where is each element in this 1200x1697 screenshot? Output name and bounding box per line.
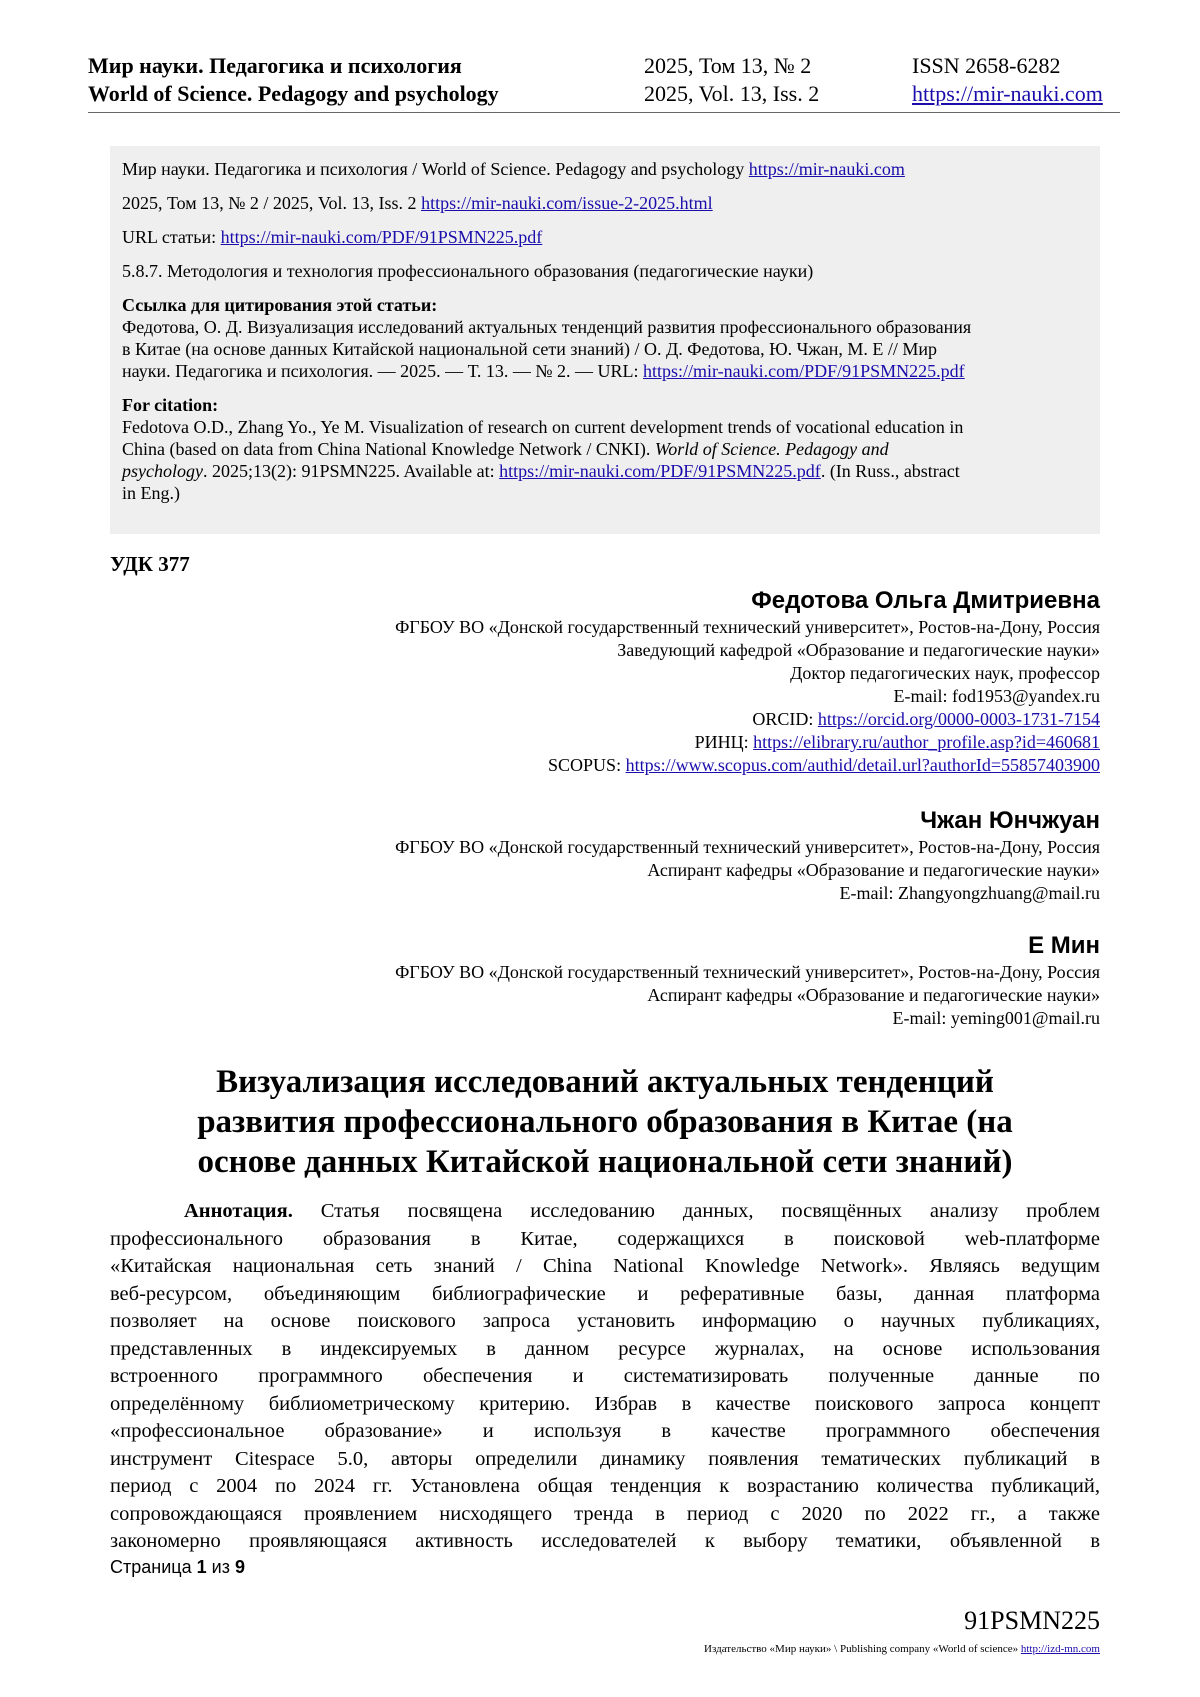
author-name: Е Мин xyxy=(1028,932,1100,959)
author-position: Аспирант кафедры «Образование и педагогические науки» xyxy=(647,985,1100,1005)
abstract-line: «Китайская национальная сеть знаний / China National Knowledge Network». Являясь ведущим xyxy=(110,1255,1100,1277)
cite-ru-link[interactable]: https://mir-nauki.com/PDF/91PSMN225.pdf xyxy=(643,361,965,381)
cite-ru-line-1: Федотова, О. Д. Визуализация исследований актуальных тенденций развития профессионального образования xyxy=(122,317,972,337)
page-of-word: из xyxy=(211,1557,230,1577)
rinc-label: РИНЦ: xyxy=(694,732,749,752)
journal-name-ru: Мир науки. Педагогика и психология xyxy=(88,53,462,78)
cite-en-label: For citation: xyxy=(122,395,219,415)
cite-en-journal-italic-2: psychology xyxy=(122,461,203,481)
author-email: E-mail: yeming001@mail.ru xyxy=(892,1008,1100,1028)
info-journal-text: Мир науки. Педагогика и психология / World of Science. Pedagogy and psychology xyxy=(122,159,745,179)
author-email: E-mail: fod1953@yandex.ru xyxy=(893,686,1100,706)
abstract-text: Статья посвящена исследованию данных, посвящённых анализу проблем xyxy=(320,1200,1100,1222)
abstract-line: представленных в индексируемых в данном ресурсе журналах, на основе использования xyxy=(110,1337,1100,1360)
site-link[interactable]: https://mir-nauki.com xyxy=(912,81,1103,106)
author-name: Чжан Юнчжуан xyxy=(920,807,1100,834)
title-line-2: развития профессионального образования в Китае (на xyxy=(197,1104,1013,1140)
abstract-label: Аннотация. xyxy=(184,1200,293,1222)
cite-en-journal-italic: World of Science. Pedagogy and xyxy=(654,439,889,459)
info-url-line xyxy=(122,225,1082,249)
abstract xyxy=(110,1198,1100,1556)
orcid-link[interactable]: https://orcid.org/0000-0003-1731-7154 xyxy=(817,709,1100,729)
info-url-link[interactable]: https://mir-nauki.com/PDF/91PSMN225.pdf xyxy=(220,227,543,247)
abstract-line: период с 2004 по 2024 гг. Установлена общая тенденция к возрастанию количества публикаций, xyxy=(110,1475,1100,1497)
scopus-label: SCOPUS: xyxy=(548,755,622,775)
info-issue-line xyxy=(122,191,1082,215)
author-affiliation: ФГБОУ ВО «Донской государственный технический университет», Ростов-на-Дону, Россия xyxy=(395,962,1100,982)
journal-header xyxy=(88,50,1120,113)
citation-info-box xyxy=(110,146,1100,534)
abstract-line: сопровождающаяся проявлением нисходящего тренда в период с 2020 по 2022 гг., а также xyxy=(110,1502,1100,1525)
author-block-3 xyxy=(395,931,1100,1030)
page-number xyxy=(110,1557,245,1578)
cite-en-text-3c: . (In Russ., abstract xyxy=(820,461,960,481)
publisher-text: Издательство «Мир науки» \ Publishing company «World of science» xyxy=(704,1643,1019,1655)
author-email: E-mail: Zhangyongzhuang@mail.ru xyxy=(839,883,1100,903)
issn: ISSN 2658-6282 xyxy=(912,53,1061,78)
article-title xyxy=(110,1062,1100,1182)
info-journal-link[interactable]: https://mir-nauki.com xyxy=(748,159,905,179)
publisher-link[interactable]: http://izd-mn.com xyxy=(1020,1643,1100,1655)
cite-en-text-2a: China (based on data from China National Knowledge Network / CNKI). xyxy=(122,439,651,459)
cite-en-line-2 xyxy=(122,437,1082,461)
author-rinc-row xyxy=(395,731,1100,754)
author-block-2 xyxy=(395,806,1100,905)
info-journal-line xyxy=(122,157,1082,181)
abstract-line: «профессиональное образование» и используя в качестве программного обеспечения xyxy=(110,1420,1100,1442)
author-affiliation: ФГБОУ ВО «Донской государственный технический университет», Ростов-на-Дону, Россия xyxy=(395,617,1100,637)
info-issue-text: 2025, Том 13, № 2 / 2025, Vol. 13, Iss. 2 xyxy=(122,193,417,213)
author-block-1 xyxy=(395,586,1100,777)
cite-en-text-3b: . 2025;13(2): 91PSMN225. Available at: xyxy=(202,461,495,481)
author-position: Аспирант кафедры «Образование и педагогические науки» xyxy=(647,860,1100,880)
cite-en-line-3 xyxy=(122,459,1082,483)
scopus-link[interactable]: https://www.scopus.com/authid/detail.url?authorId=55857403900 xyxy=(625,755,1100,775)
journal-name-en: World of Science. Pedagogy and psychology xyxy=(88,81,499,106)
abstract-line: инструмент Citespace 5.0, авторы определили динамику появления тематических публикаций в xyxy=(110,1447,1100,1470)
author-degree: Доктор педагогических наук, профессор xyxy=(790,663,1100,683)
title-line-1: Визуализация исследований актуальных тенденций xyxy=(216,1064,994,1100)
cite-ru-label: Ссылка для цитирования этой статьи: xyxy=(122,295,438,315)
abstract-line: определённому библиометрическому критерию. Избрав в качестве поискового запроса концепт xyxy=(110,1392,1100,1415)
author-name: Федотова Ольга Дмитриевна xyxy=(751,587,1100,614)
cite-ru-text-3: науки. Педагогика и психология. — 2025. — Т. 13. — № 2. — URL: xyxy=(122,361,639,381)
issue-en: 2025, Vol. 13, Iss. 2 xyxy=(644,81,820,106)
info-issue-link[interactable]: https://mir-nauki.com/issue-2-2025.html xyxy=(421,193,713,213)
author-orcid-row xyxy=(395,708,1100,731)
cite-en-link[interactable]: https://mir-nauki.com/PDF/91PSMN225.pdf xyxy=(499,461,821,481)
abstract-line: веб-ресурсом, объединяющим библиографические и реферативные базы, данная платформа xyxy=(110,1282,1100,1305)
cite-ru-line-2: в Китае (на основе данных Китайской национальной сети знаний) / О. Д. Федотова, Ю. Чжан, М. Е // Мир xyxy=(122,339,937,359)
author-affiliation: ФГБОУ ВО «Донской государственный технический университет», Ростов-на-Дону, Россия xyxy=(395,837,1100,857)
cite-en-line-4: in Eng.) xyxy=(122,483,180,503)
abstract-line: закономерно проявляющаяся активность исследователей к выбору тематики, объявленной в xyxy=(110,1530,1100,1552)
publisher-line xyxy=(704,1643,1100,1655)
abstract-line: встроенного программного обеспечения и систематизировать полученные данные по xyxy=(110,1365,1100,1387)
abstract-line xyxy=(110,1198,1100,1226)
author-position: Заведующий кафедрой «Образование и педагогические науки» xyxy=(617,640,1100,660)
abstract-line: профессионального образования в Китае, содержащихся в поисковой web-платформе xyxy=(110,1227,1100,1250)
orcid-label: ORCID: xyxy=(752,709,814,729)
cite-ru-line-3 xyxy=(122,359,1082,383)
abstract-line: позволяет на основе поискового запроса установить информацию о научных публикациях, xyxy=(110,1310,1100,1332)
page-word: Страница xyxy=(110,1557,192,1577)
cite-en-line-1: Fedotova O.D., Zhang Yo., Ye M. Visualization of research on current development trends of vocational education in xyxy=(122,417,964,437)
info-specialty: 5.8.7. Методология и технология профессионального образования (педагогические науки) xyxy=(122,261,814,281)
article-code: 91PSMN225 xyxy=(964,1606,1100,1635)
info-url-label: URL статьи: xyxy=(122,227,217,247)
issue-ru: 2025, Том 13, № 2 xyxy=(644,53,812,78)
page-total: 9 xyxy=(234,1557,245,1577)
udk-code: УДК 377 xyxy=(110,552,190,576)
page-current: 1 xyxy=(196,1557,207,1577)
title-line-3: основе данных Китайской национальной сети знаний) xyxy=(197,1144,1013,1180)
author-scopus-row xyxy=(395,754,1100,777)
rinc-link[interactable]: https://elibrary.ru/author_profile.asp?id=460681 xyxy=(753,732,1100,752)
